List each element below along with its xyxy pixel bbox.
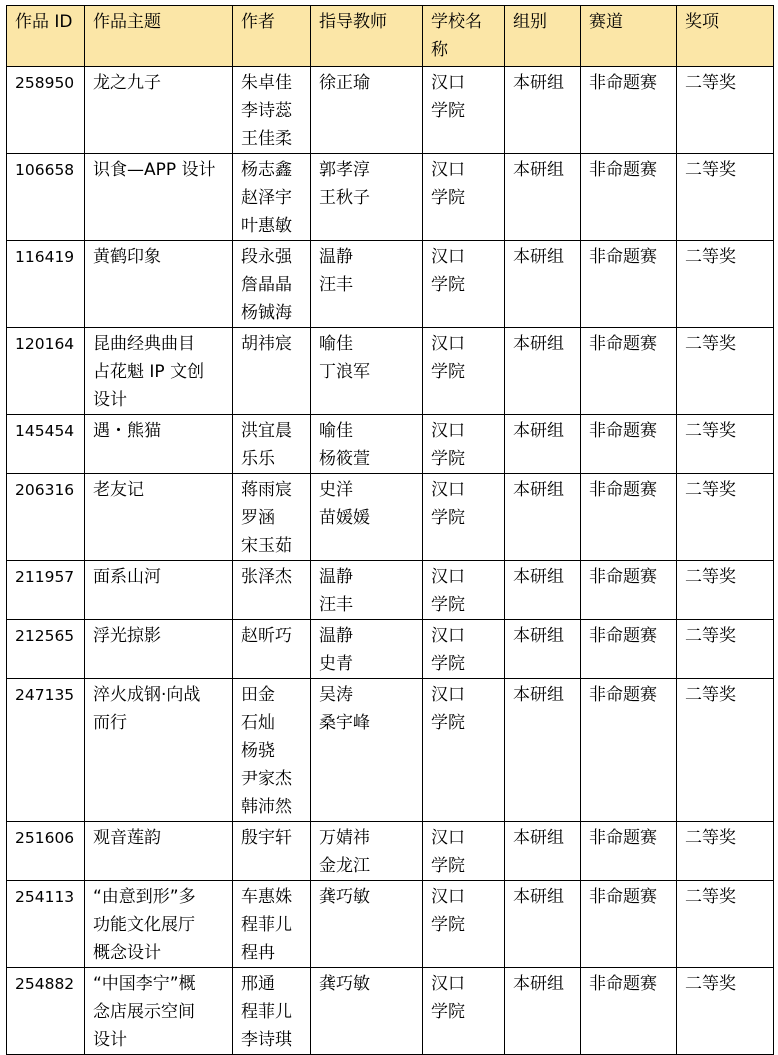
cell-school-line: 汉口	[431, 567, 465, 587]
cell-group-line: 本研组	[513, 887, 564, 907]
cell-track	[581, 67, 677, 154]
cell-id-line: 106658	[15, 161, 75, 179]
cell-school-line: 学院	[431, 508, 465, 528]
cell-authors	[233, 822, 311, 881]
cell-group	[505, 620, 581, 679]
cell-group-line: 本研组	[513, 73, 564, 93]
cell-authors-line: 朱卓佳	[241, 73, 292, 93]
cell-theme-line: 淬火成钢·向战	[93, 685, 201, 705]
cell-school-line: 学院	[431, 654, 465, 674]
cell-group	[505, 154, 581, 241]
cell-teachers	[311, 415, 423, 474]
cell-authors	[233, 241, 311, 328]
cell-award-line: 二等奖	[685, 421, 736, 441]
cell-track	[581, 679, 677, 822]
cell-school-line: 汉口	[431, 73, 465, 93]
cell-authors-line: 洪宜晨	[241, 421, 292, 441]
cell-authors	[233, 679, 311, 822]
cell-teachers	[311, 620, 423, 679]
cell-theme	[85, 67, 233, 154]
cell-authors	[233, 620, 311, 679]
cell-school-line: 学院	[431, 915, 465, 935]
table-body	[7, 67, 774, 1055]
cell-school-line: 汉口	[431, 421, 465, 441]
cell-track	[581, 415, 677, 474]
cell-track-line: 非命题赛	[589, 73, 657, 93]
table-row	[7, 241, 774, 328]
cell-group	[505, 474, 581, 561]
cell-theme-line: 遇・熊猫	[93, 421, 161, 441]
cell-group-line: 本研组	[513, 685, 564, 705]
cell-group	[505, 328, 581, 415]
cell-authors-line: 韩沛然	[241, 797, 292, 817]
cell-theme-line: 识食—APP 设计	[93, 160, 216, 180]
cell-theme	[85, 620, 233, 679]
cell-authors-line: 李诗蕊	[241, 101, 292, 121]
cell-id	[7, 415, 85, 474]
cell-theme-line: 设计	[93, 1030, 127, 1050]
cell-school-line: 汉口	[431, 334, 465, 354]
cell-teachers-line: 郭孝淳	[319, 160, 370, 180]
cell-award-line: 二等奖	[685, 685, 736, 705]
cell-theme-line: “中国李宁”概	[93, 974, 196, 994]
cell-track-line: 非命题赛	[589, 421, 657, 441]
cell-award	[677, 561, 774, 620]
cell-award	[677, 822, 774, 881]
cell-award	[677, 968, 774, 1055]
table-header-row	[7, 6, 774, 67]
header-id: 作品 ID	[7, 6, 85, 67]
cell-teachers-line: 喻佳	[319, 334, 353, 354]
cell-track	[581, 968, 677, 1055]
cell-award	[677, 67, 774, 154]
cell-group-line: 本研组	[513, 247, 564, 267]
cell-authors-line: 石灿	[241, 713, 275, 733]
cell-id-line: 206316	[15, 481, 75, 499]
cell-theme-line: 占花魁 IP 文创	[93, 362, 205, 382]
cell-teachers-line: 汪丰	[319, 595, 353, 615]
cell-group	[505, 822, 581, 881]
cell-teachers	[311, 328, 423, 415]
cell-authors-line: 程冉	[241, 943, 275, 963]
cell-id	[7, 881, 85, 968]
cell-school-line: 学院	[431, 188, 465, 208]
cell-award-line: 二等奖	[685, 974, 736, 994]
cell-id	[7, 561, 85, 620]
cell-track-line: 非命题赛	[589, 334, 657, 354]
cell-authors-line: 杨志鑫	[241, 160, 292, 180]
header-track: 赛道	[581, 6, 677, 67]
table-row	[7, 822, 774, 881]
table-row	[7, 968, 774, 1055]
cell-school-line: 学院	[431, 101, 465, 121]
cell-authors	[233, 67, 311, 154]
header-school: 学校名称	[423, 6, 505, 67]
cell-id	[7, 822, 85, 881]
cell-theme	[85, 561, 233, 620]
cell-authors-line: 尹家杰	[241, 769, 292, 789]
cell-id-line: 254113	[15, 888, 75, 906]
cell-track-line: 非命题赛	[589, 160, 657, 180]
cell-group-line: 本研组	[513, 160, 564, 180]
cell-teachers-line: 徐正瑜	[319, 73, 370, 93]
cell-id-line: 116419	[15, 248, 75, 266]
cell-theme-line: 面系山河	[93, 567, 161, 587]
cell-authors-line: 李诗琪	[241, 1030, 292, 1050]
cell-theme	[85, 968, 233, 1055]
cell-award	[677, 679, 774, 822]
cell-authors-line: 罗涵	[241, 508, 275, 528]
cell-theme	[85, 822, 233, 881]
cell-school-line: 汉口	[431, 626, 465, 646]
cell-theme-line: 龙之九子	[93, 73, 161, 93]
cell-id	[7, 474, 85, 561]
cell-track	[581, 474, 677, 561]
cell-school	[423, 241, 505, 328]
cell-group-line: 本研组	[513, 421, 564, 441]
cell-school	[423, 679, 505, 822]
cell-group-line: 本研组	[513, 480, 564, 500]
cell-authors	[233, 968, 311, 1055]
cell-teachers-line: 史洋	[319, 480, 353, 500]
cell-award-line: 二等奖	[685, 480, 736, 500]
cell-id-line: 254882	[15, 975, 75, 993]
cell-theme	[85, 881, 233, 968]
cell-theme-line: 念店展示空间	[93, 1002, 195, 1022]
cell-theme	[85, 328, 233, 415]
table-row	[7, 328, 774, 415]
cell-track	[581, 154, 677, 241]
cell-school	[423, 67, 505, 154]
cell-school	[423, 881, 505, 968]
cell-theme-line: 昆曲经典曲目	[93, 334, 195, 354]
cell-track	[581, 328, 677, 415]
cell-teachers-line: 桑宇峰	[319, 713, 370, 733]
cell-school-line: 学院	[431, 275, 465, 295]
cell-theme-line: 设计	[93, 390, 127, 410]
cell-award-line: 二等奖	[685, 626, 736, 646]
cell-id	[7, 241, 85, 328]
cell-school-line: 汉口	[431, 974, 465, 994]
cell-theme-line: 老友记	[93, 480, 144, 500]
cell-award-line: 二等奖	[685, 73, 736, 93]
cell-group	[505, 881, 581, 968]
cell-school	[423, 968, 505, 1055]
cell-school-line: 学院	[431, 449, 465, 469]
cell-award	[677, 474, 774, 561]
cell-theme-line: 观音莲韵	[93, 828, 161, 848]
cell-award	[677, 881, 774, 968]
cell-teachers-line: 王秋子	[319, 188, 370, 208]
cell-group	[505, 561, 581, 620]
cell-group-line: 本研组	[513, 828, 564, 848]
header-award: 奖项	[677, 6, 774, 67]
cell-id-line: 251606	[15, 829, 75, 847]
cell-id	[7, 328, 85, 415]
cell-track-line: 非命题赛	[589, 480, 657, 500]
cell-id	[7, 154, 85, 241]
cell-theme	[85, 679, 233, 822]
cell-authors	[233, 474, 311, 561]
cell-group-line: 本研组	[513, 974, 564, 994]
cell-teachers-line: 汪丰	[319, 275, 353, 295]
cell-track-line: 非命题赛	[589, 247, 657, 267]
cell-teachers	[311, 154, 423, 241]
cell-authors-line: 邢通	[241, 974, 275, 994]
cell-teachers-line: 吴涛	[319, 685, 353, 705]
cell-school-line: 学院	[431, 856, 465, 876]
cell-authors-line: 赵泽宇	[241, 188, 292, 208]
cell-theme	[85, 415, 233, 474]
cell-school-line: 学院	[431, 1002, 465, 1022]
cell-id	[7, 679, 85, 822]
table-row	[7, 154, 774, 241]
cell-school-line: 汉口	[431, 480, 465, 500]
cell-authors-line: 詹晶晶	[241, 275, 292, 295]
cell-track-line: 非命题赛	[589, 974, 657, 994]
cell-id-line: 212565	[15, 627, 75, 645]
cell-id-line: 258950	[15, 74, 75, 92]
cell-school	[423, 822, 505, 881]
table-row	[7, 561, 774, 620]
cell-id-line: 247135	[15, 686, 75, 704]
cell-theme	[85, 154, 233, 241]
cell-track	[581, 822, 677, 881]
cell-teachers	[311, 561, 423, 620]
cell-group	[505, 241, 581, 328]
cell-authors	[233, 328, 311, 415]
cell-teachers-line: 丁浪军	[319, 362, 370, 382]
cell-track-line: 非命题赛	[589, 626, 657, 646]
table-row	[7, 415, 774, 474]
cell-teachers-line: 杨筱萱	[319, 449, 370, 469]
cell-authors	[233, 415, 311, 474]
cell-group	[505, 679, 581, 822]
cell-award-line: 二等奖	[685, 160, 736, 180]
cell-id-line: 145454	[15, 422, 75, 440]
cell-id	[7, 968, 85, 1055]
cell-id	[7, 620, 85, 679]
cell-school-line: 学院	[431, 595, 465, 615]
cell-authors-line: 程菲儿	[241, 915, 292, 935]
cell-school-line: 汉口	[431, 828, 465, 848]
cell-teachers-line: 龚巧敏	[319, 887, 370, 907]
cell-teachers	[311, 881, 423, 968]
cell-teachers-line: 温静	[319, 247, 353, 267]
cell-track	[581, 620, 677, 679]
cell-authors-line: 赵昕巧	[241, 626, 292, 646]
header-authors: 作者	[233, 6, 311, 67]
cell-school	[423, 474, 505, 561]
cell-track-line: 非命题赛	[589, 567, 657, 587]
cell-teachers	[311, 241, 423, 328]
header-teachers: 指导教师	[311, 6, 423, 67]
cell-theme-line: 浮光掠影	[93, 626, 161, 646]
cell-teachers	[311, 67, 423, 154]
cell-teachers-line: 万婧祎	[319, 828, 370, 848]
cell-teachers-line: 史青	[319, 654, 353, 674]
cell-award	[677, 620, 774, 679]
cell-award	[677, 154, 774, 241]
cell-group-line: 本研组	[513, 334, 564, 354]
cell-award-line: 二等奖	[685, 567, 736, 587]
cell-school	[423, 415, 505, 474]
cell-award-line: 二等奖	[685, 828, 736, 848]
cell-award-line: 二等奖	[685, 887, 736, 907]
cell-authors-line: 王佳柔	[241, 129, 292, 149]
cell-award-line: 二等奖	[685, 247, 736, 267]
cell-school	[423, 561, 505, 620]
cell-group	[505, 968, 581, 1055]
cell-group	[505, 415, 581, 474]
cell-authors-line: 胡祎宸	[241, 334, 292, 354]
cell-award-line: 二等奖	[685, 334, 736, 354]
table-row	[7, 67, 774, 154]
cell-authors-line: 杨骁	[241, 741, 275, 761]
cell-school-line: 学院	[431, 362, 465, 382]
cell-group-line: 本研组	[513, 626, 564, 646]
awards-table-container	[6, 5, 774, 1055]
cell-track	[581, 881, 677, 968]
cell-school-line: 汉口	[431, 685, 465, 705]
cell-theme-line: “由意到形”多	[93, 887, 196, 907]
cell-school	[423, 154, 505, 241]
cell-track	[581, 241, 677, 328]
cell-theme	[85, 474, 233, 561]
cell-authors-line: 田金	[241, 685, 275, 705]
cell-teachers-line: 喻佳	[319, 421, 353, 441]
table-row	[7, 679, 774, 822]
cell-school-line: 学院	[431, 713, 465, 733]
cell-group-line: 本研组	[513, 567, 564, 587]
cell-authors-line: 宋玉茹	[241, 536, 292, 556]
cell-theme-line: 而行	[93, 713, 127, 733]
cell-authors-line: 张泽杰	[241, 567, 292, 587]
cell-authors-line: 段永强	[241, 247, 292, 267]
cell-teachers	[311, 474, 423, 561]
cell-teachers-line: 金龙江	[319, 856, 370, 876]
cell-award	[677, 415, 774, 474]
table-row	[7, 881, 774, 968]
cell-authors-line: 车惠姝	[241, 887, 292, 907]
cell-school-line: 汉口	[431, 160, 465, 180]
cell-teachers-line: 温静	[319, 567, 353, 587]
cell-teachers	[311, 968, 423, 1055]
cell-track	[581, 561, 677, 620]
cell-track-line: 非命题赛	[589, 828, 657, 848]
cell-award	[677, 241, 774, 328]
table-row	[7, 620, 774, 679]
cell-award	[677, 328, 774, 415]
cell-teachers-line: 苗媛媛	[319, 508, 370, 528]
cell-school-line: 汉口	[431, 887, 465, 907]
cell-authors-line: 叶惠敏	[241, 216, 292, 236]
cell-id	[7, 67, 85, 154]
cell-id-line: 211957	[15, 568, 75, 586]
cell-id-line: 120164	[15, 335, 75, 353]
cell-authors-line: 蒋雨宸	[241, 480, 292, 500]
cell-school	[423, 620, 505, 679]
cell-teachers-line: 龚巧敏	[319, 974, 370, 994]
cell-theme	[85, 241, 233, 328]
cell-school	[423, 328, 505, 415]
cell-authors-line: 杨铖海	[241, 303, 292, 323]
cell-theme-line: 概念设计	[93, 943, 161, 963]
cell-teachers	[311, 822, 423, 881]
table-row	[7, 474, 774, 561]
cell-authors	[233, 561, 311, 620]
cell-track-line: 非命题赛	[589, 887, 657, 907]
header-theme: 作品主题	[85, 6, 233, 67]
cell-theme-line: 黄鹤印象	[93, 247, 161, 267]
cell-authors	[233, 881, 311, 968]
cell-authors-line: 乐乐	[241, 449, 275, 469]
cell-group	[505, 67, 581, 154]
awards-table	[6, 5, 774, 1055]
cell-theme-line: 功能文化展厅	[93, 915, 195, 935]
cell-authors	[233, 154, 311, 241]
cell-teachers	[311, 679, 423, 822]
header-group: 组别	[505, 6, 581, 67]
cell-teachers-line: 温静	[319, 626, 353, 646]
cell-authors-line: 殷宇轩	[241, 828, 292, 848]
cell-track-line: 非命题赛	[589, 685, 657, 705]
cell-school-line: 汉口	[431, 247, 465, 267]
cell-authors-line: 程菲儿	[241, 1002, 292, 1022]
